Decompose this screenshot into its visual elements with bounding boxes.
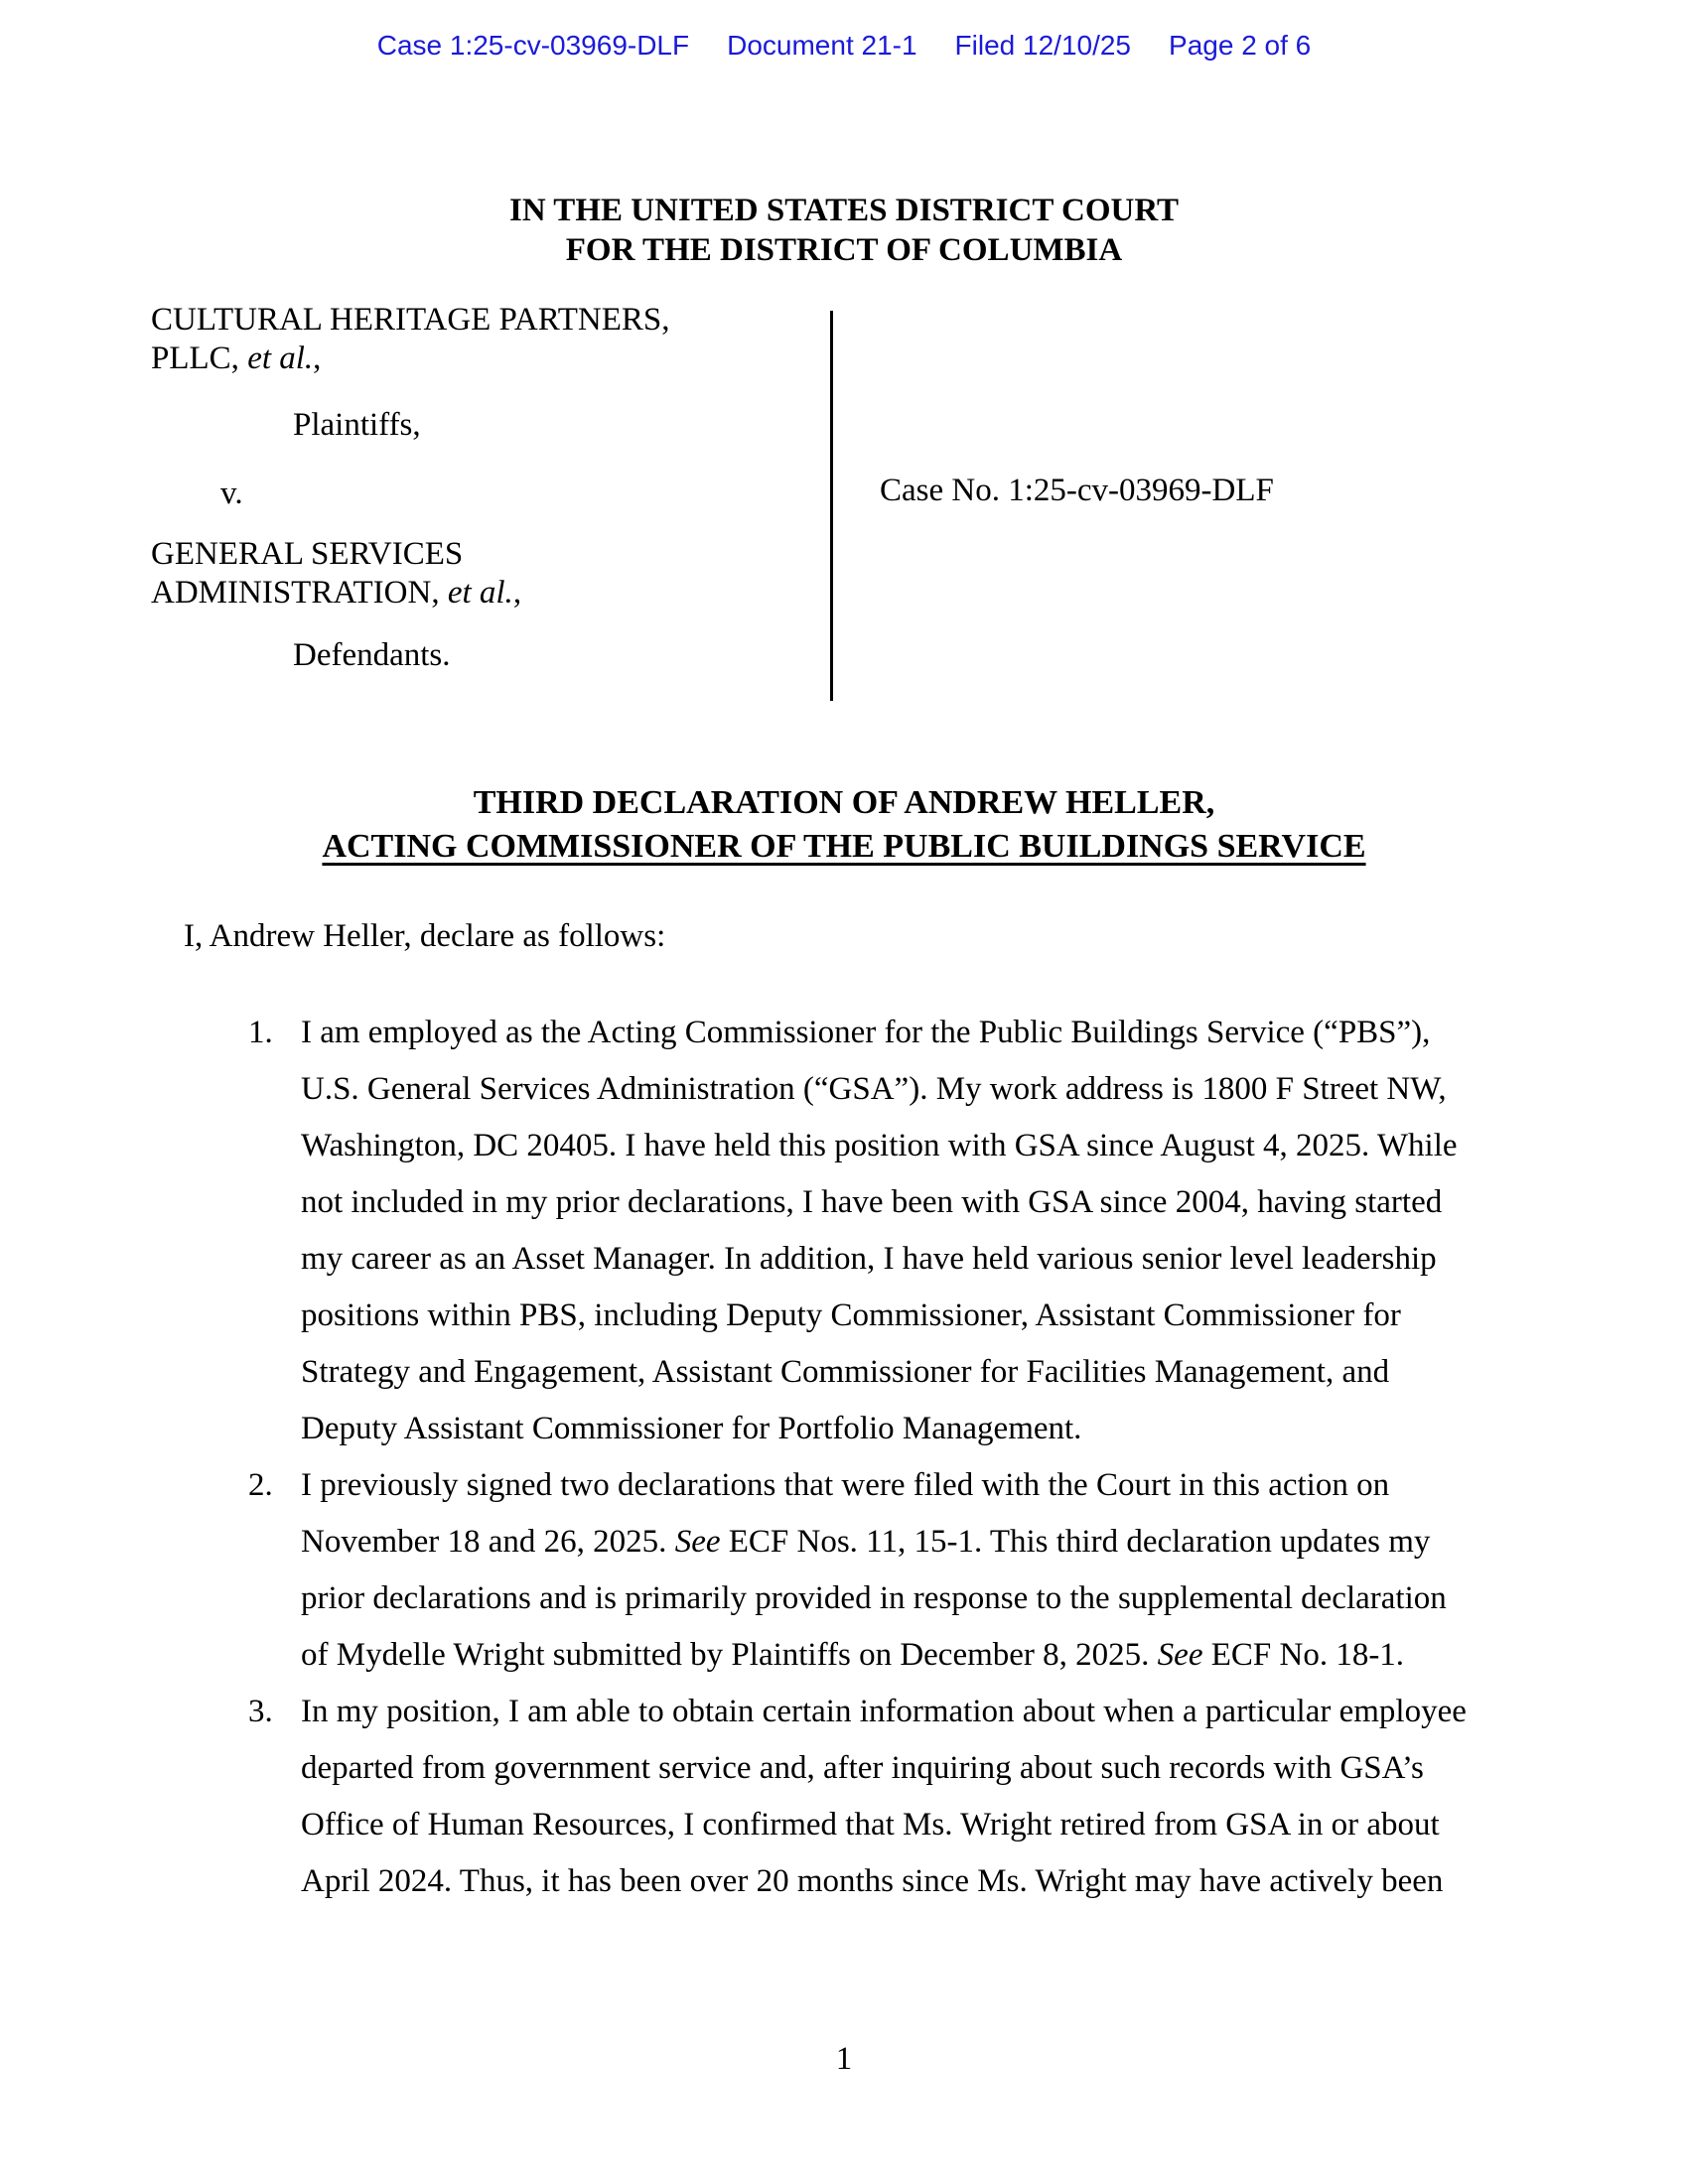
body-line (0, 1457, 1688, 1514)
body-line-text (301, 1174, 1442, 1231)
body-line (0, 1740, 1688, 1797)
text-segment: of Mydelle Wright submitted by Plaintiffs on December 8, 2025. (301, 1637, 1158, 1673)
plaintiff-name-line-2 (151, 341, 321, 377)
text-segment: , (313, 341, 322, 376)
body-line-text (301, 1797, 1440, 1853)
paragraph-number: 2. (248, 1467, 273, 1503)
declaration-title-underlined-text: ACTING COMMISSIONER OF THE PUBLIC BUILDINGS SERVICE (322, 828, 1366, 865)
body-line (0, 1061, 1688, 1118)
body-line-text (301, 1231, 1437, 1288)
text-segment: Washington, DC 20405. I have held this position with GSA since August 4, 2025. While (301, 1128, 1458, 1163)
body-line (0, 1118, 1688, 1174)
text-segment: ECF Nos. 11, 15-1. This third declaration updates my (720, 1524, 1431, 1560)
paragraph-number: 3. (248, 1694, 273, 1729)
court-title-line-1: IN THE UNITED STATES DISTRICT COURT (508, 193, 1180, 228)
text-segment: Deputy Assistant Commissioner for Portfolio Management. (301, 1411, 1082, 1446)
body-line (0, 1344, 1688, 1401)
text-segment: , (512, 575, 522, 611)
body-line (0, 1174, 1688, 1231)
page-number: 1 (835, 2041, 853, 2077)
declaration-title-line-1: THIRD DECLARATION OF ANDREW HELLER, (473, 784, 1215, 821)
text-segment: et al. (247, 341, 314, 376)
declaration-title-line-2 (0, 825, 1688, 869)
text-segment: I am employed as the Acting Commissioner for the Public Buildings Service (“PBS”), (301, 1015, 1431, 1050)
body-line (0, 1288, 1688, 1344)
body-line (0, 1231, 1688, 1288)
text-segment: PLLC, (151, 341, 248, 376)
body-line-text (301, 1740, 1424, 1797)
text-segment: U.S. General Services Administration (“GSA”). My work address is 1800 F Street NW, (301, 1071, 1447, 1107)
body-line-text (301, 1005, 1430, 1061)
text-segment: See (1157, 1637, 1203, 1673)
body-line (0, 1627, 1688, 1684)
versus-label: v. (220, 476, 243, 511)
body-line (0, 1570, 1688, 1627)
defendants-label: Defendants. (293, 637, 451, 673)
defendant-name-line-1: GENERAL SERVICES (151, 536, 464, 572)
body-paragraphs (0, 1005, 1688, 1910)
body-line (0, 1005, 1688, 1061)
body-line-text (301, 1061, 1447, 1118)
body-line-text (301, 1401, 1081, 1457)
body-line (0, 1514, 1688, 1570)
header-case-number: Case 1:25-cv-03969-DLF (376, 30, 690, 61)
text-segment: April 2024. Thus, it has been over 20 months since Ms. Wright may have actively been (301, 1863, 1444, 1899)
body-line (0, 1797, 1688, 1853)
body-line (0, 1853, 1688, 1910)
text-segment: Office of Human Resources, I confirmed that Ms. Wright retired from GSA in or about (301, 1807, 1440, 1843)
body-line-text (301, 1288, 1401, 1344)
text-segment: et al. (447, 575, 513, 611)
header-filed-date: Filed 12/10/25 (954, 30, 1132, 61)
body-line-text (301, 1853, 1443, 1910)
body-line-text (301, 1118, 1458, 1174)
text-segment: prior declarations and is primarily provided in response to the supplemental declaration (301, 1580, 1447, 1616)
body-line-text (301, 1514, 1430, 1570)
court-title (0, 191, 1688, 270)
case-number: Case No. 1:25-cv-03969-DLF (880, 473, 1274, 508)
header-document-number: Document 21-1 (727, 30, 917, 61)
body-line-text (301, 1627, 1404, 1684)
body-line-text (301, 1570, 1447, 1627)
text-segment: Strategy and Engagement, Assistant Commissioner for Facilities Management, and (301, 1354, 1390, 1390)
body-line-text (301, 1457, 1389, 1514)
text-segment: ADMINISTRATION, (151, 575, 448, 611)
paragraph-number: 1. (248, 1015, 273, 1050)
plaintiff-name-line-1: CULTURAL HERITAGE PARTNERS, (151, 302, 670, 338)
court-title-line-2: FOR THE DISTRICT OF COLUMBIA (565, 232, 1123, 268)
text-segment: I previously signed two declarations that were filed with the Court in this action on (301, 1467, 1390, 1503)
body-line-text (301, 1344, 1389, 1401)
text-segment: November 18 and 26, 2025. (301, 1524, 675, 1560)
header-page-count: Page 2 of 6 (1169, 30, 1312, 61)
body-line-text (301, 1684, 1467, 1740)
text-segment: In my position, I am able to obtain certain information about when a particular employee (301, 1694, 1467, 1729)
declaration-intro: I, Andrew Heller, declare as follows: (184, 918, 666, 954)
defendant-name-line-2 (151, 575, 521, 612)
text-segment: not included in my prior declarations, I have been with GSA since 2004, having started (301, 1184, 1443, 1220)
declaration-title (0, 781, 1688, 869)
text-segment: my career as an Asset Manager. In addition, I have held various senior level leadership (301, 1241, 1437, 1277)
text-segment: See (674, 1524, 721, 1560)
plaintiffs-label: Plaintiffs, (293, 407, 421, 443)
text-segment: ECF No. 18-1. (1202, 1637, 1405, 1673)
body-line (0, 1401, 1688, 1457)
text-segment: positions within PBS, including Deputy Commissioner, Assistant Commissioner for (301, 1297, 1401, 1333)
caption-divider-rule (830, 311, 833, 701)
text-segment: departed from government service and, after inquiring about such records with GSA’s (301, 1750, 1424, 1786)
body-line (0, 1684, 1688, 1740)
pacer-header (0, 30, 1688, 62)
